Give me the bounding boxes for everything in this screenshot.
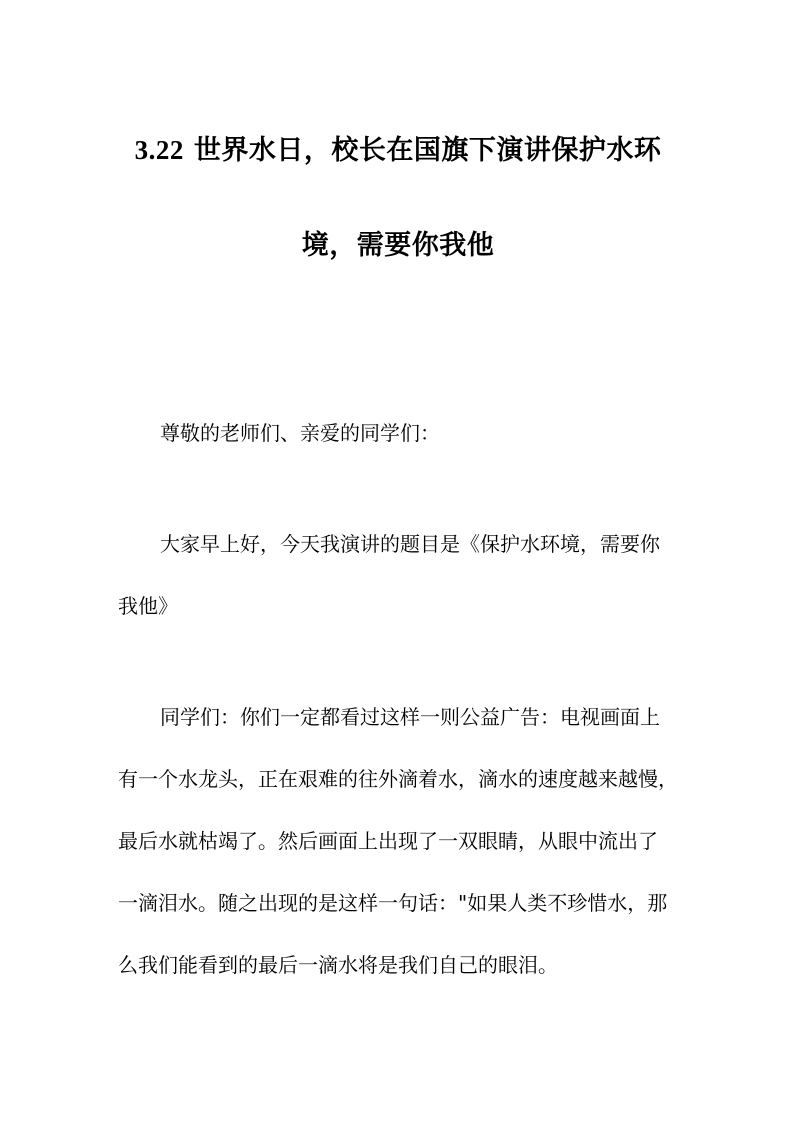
paragraph-intro [118, 513, 680, 637]
title-line-1 [118, 130, 678, 171]
title-line-2: 境，需要你我他 [301, 230, 495, 261]
paragraph-line: 尊敬的老师们、亲爱的同学们： [160, 421, 440, 445]
paragraph-ad-story [118, 686, 680, 996]
paragraph-line: 一滴泪水。随之出现的是这样一句话："如果人类不珍惜水，那 [118, 891, 668, 915]
title-date-number: 3.22 [134, 135, 184, 165]
title-line-1-text: 世界水日，校长在国旗下演讲保护水环 [193, 135, 662, 166]
paragraph-line: 大家早上好，今天我演讲的题目是《保护水环境，需要你 [160, 532, 660, 556]
paragraph-line: 么我们能看到的最后一滴水将是我们自己的眼泪。 [118, 953, 558, 977]
paragraph-line: 我他》 [118, 594, 178, 618]
paragraph-line: 最后水就枯竭了。然后画面上出现了一双眼睛，从眼中流出了 [118, 829, 658, 853]
paragraph-line: 同学们：你们一定都看过这样一则公益广告：电视画面上 [160, 705, 660, 729]
paragraph-greeting [118, 402, 680, 464]
paragraph-line: 有一个水龙头，正在艰难的往外滴着水，滴水的速度越来越慢， [118, 767, 678, 791]
